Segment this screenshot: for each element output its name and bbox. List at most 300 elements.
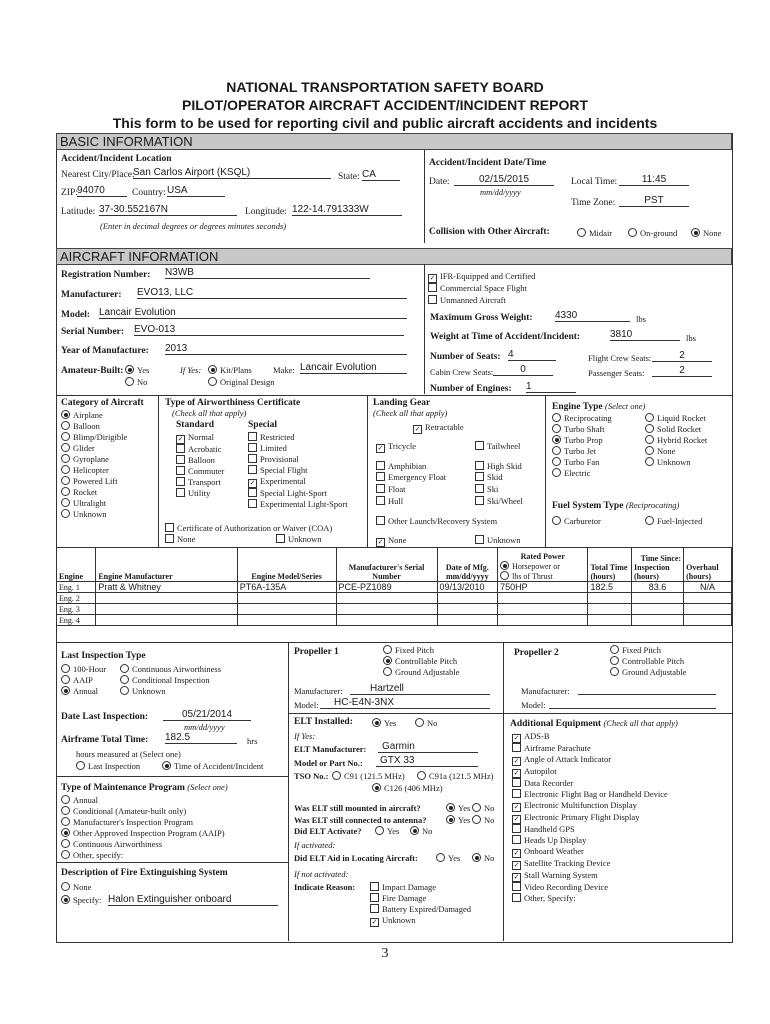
cabin-crew-field[interactable] [493, 364, 553, 376]
equip-weather[interactable]: ✓ Onboard Weather [513, 846, 584, 857]
engine-serial-cell[interactable]: PCE-PZ1089 [336, 582, 437, 593]
propeller-1-title: Propeller 1 [294, 647, 339, 657]
engine-model-cell[interactable] [237, 604, 336, 615]
std-acrobatic[interactable]: Acrobatic [176, 444, 224, 455]
hours-measured-note: hours measured at (Select one) [76, 749, 181, 759]
engine-mfr-cell[interactable] [96, 604, 237, 615]
insp-aaip[interactable]: AAIP [61, 675, 106, 686]
weight-value: 3810 [610, 329, 633, 340]
col-engine-mfr: Engine Manufacturer [96, 548, 237, 582]
insp-continuous[interactable]: Continuous Airworthiness [120, 664, 221, 675]
engine-power-cell[interactable]: 750HP [498, 582, 588, 593]
prop1-ground-adjustable[interactable]: Ground Adjustable [383, 667, 459, 678]
std-utility[interactable]: Utility [176, 488, 224, 499]
registration-value: N3WB [165, 267, 194, 278]
col-engine-model: Engine Model/Series [237, 548, 336, 582]
elt-model-label: Model or Part No.: [294, 758, 363, 768]
col-total-time: Total Time (hours) [588, 548, 632, 582]
insp-unknown[interactable]: Unknown [120, 686, 221, 697]
category-gyroplane[interactable]: Gyroplane [61, 454, 127, 465]
location-title: Accident/Incident Location [61, 154, 172, 164]
time-zone-label: Time Zone: [571, 198, 616, 208]
datetime-title: Accident/Incident Date/Time [429, 158, 547, 168]
gear-high-skid[interactable]: High Skid [475, 461, 522, 472]
engine-type-col1 [552, 413, 612, 479]
elt-installed-no[interactable]: No [415, 718, 437, 729]
engine-insp-cell[interactable] [632, 593, 684, 604]
amateur-yes-radio[interactable]: Yes [125, 365, 149, 376]
date-value: 02/15/2015 [478, 174, 530, 185]
year-field[interactable] [165, 343, 407, 355]
agency-title: NATIONAL TRANSPORTATION SAFETY BOARD [226, 79, 544, 95]
engine-power-cell[interactable] [498, 615, 588, 626]
latitude-value: 37-30.552167N [99, 204, 168, 215]
longitude-label: Longitude: [245, 207, 287, 217]
insp-100-hour[interactable]: 100-Hour [61, 664, 106, 675]
longitude-field[interactable] [292, 204, 402, 216]
engine-row-4 [57, 615, 732, 626]
col-date-mfg: Date of Mfg. mm/dd/yyyy [437, 548, 498, 582]
engines-field[interactable] [526, 381, 576, 393]
gear-tricycle[interactable]: ✓ Tricycle [377, 441, 417, 452]
gear-amphibian[interactable]: Amphibian [376, 461, 426, 472]
insp-annual[interactable]: Annual [61, 686, 106, 697]
equip-autopilot[interactable]: ✓ Autopilot [513, 766, 557, 777]
special-title: Special [248, 420, 278, 430]
maintenance-title: Type of Maintenance Program (Select one) [61, 782, 228, 793]
reason-unknown[interactable]: ✓ Unknown [371, 915, 416, 926]
airframe-time-units: hrs [247, 736, 258, 746]
engine-reciprocating[interactable]: Reciprocating [552, 413, 612, 424]
unmanned-checkbox[interactable]: Unmanned Aircraft [428, 295, 506, 306]
engine-date-cell[interactable]: 09/13/2010 [437, 582, 498, 593]
maint-continuous[interactable]: Continuous Airworthiness [61, 839, 225, 850]
gear-retractable[interactable]: ✓ Retractable [414, 422, 464, 433]
prop1-model-value: HC-E4N-3NX [334, 697, 395, 708]
engine-power-cell[interactable] [498, 604, 588, 615]
serial-field[interactable] [134, 324, 404, 336]
engine-none[interactable]: None [645, 446, 707, 457]
engine-label: Eng. 3 [57, 604, 96, 615]
model-label: Model: [61, 310, 91, 320]
engine-label: Eng. 2 [57, 593, 96, 604]
date-format: mm/dd/yyyy [480, 187, 521, 197]
prop1-mfr-field[interactable] [350, 683, 490, 695]
prop2-controllable[interactable]: Controllable Pitch [610, 656, 686, 667]
maint-manufacturer[interactable]: Manufacturer's Inspection Program [61, 817, 225, 828]
amateur-built-label: Amateur-Built: [61, 366, 124, 376]
ifyes-label: If Yes: [180, 365, 202, 375]
category-glider[interactable]: Glider [61, 443, 127, 454]
equip-efb[interactable]: Electronic Flight Bag or Handheld Device [512, 789, 668, 800]
elt-connected-label: Was ELT still connected to antenna? [294, 815, 427, 825]
category-blimp[interactable]: Blimp/Dirigible [61, 432, 127, 443]
form-subtitle: This form to be used for reporting civil and public aircraft accidents and incidents [112, 115, 658, 131]
std-commuter[interactable]: Commuter [176, 466, 224, 477]
city-label: Nearest City/Place: [61, 170, 135, 180]
engine-mfr-cell[interactable] [96, 593, 237, 604]
original-design-radio[interactable]: Original Design [208, 377, 275, 388]
elt-ifyes: If Yes: [294, 731, 316, 741]
state-field[interactable] [362, 169, 400, 181]
state-label: State: [338, 172, 360, 182]
gear-float[interactable]: Float [376, 484, 405, 495]
zip-value: 94070 [77, 185, 105, 196]
gear-tailwheel[interactable]: Tailwheel [475, 441, 520, 452]
engine-overhaul-cell[interactable] [684, 593, 732, 604]
gear-unknown[interactable]: Unknown [475, 535, 521, 546]
cabin-crew-label: Cabin Crew Seats: [430, 367, 494, 377]
fuel-injected[interactable]: Fuel-Injected [645, 516, 702, 527]
prop2-mfr-label: Manufacturer: [521, 686, 570, 696]
country-label: Country: [132, 188, 166, 198]
fire-specify-value: Halon Extinguisher onboard [108, 894, 232, 905]
category-title: Category of Aircraft [61, 398, 144, 408]
local-time-label: Local Time: [571, 177, 618, 187]
category-balloon[interactable]: Balloon [61, 421, 127, 432]
category-rocket[interactable]: Rocket [61, 487, 127, 498]
zip-field[interactable] [77, 185, 127, 197]
engine-serial-cell[interactable] [336, 615, 437, 626]
engine-overhaul-cell[interactable]: N/A [684, 582, 732, 593]
passenger-field[interactable] [652, 365, 712, 377]
engine-electric[interactable]: Electric [552, 468, 612, 479]
country-field[interactable] [167, 185, 225, 197]
engine-label: Eng. 4 [57, 615, 96, 626]
elt-aid-yes[interactable]: Yes [436, 853, 460, 864]
measured-last-inspection[interactable]: Last Inspection [76, 761, 140, 772]
cabin-crew-value: 0 [520, 364, 526, 375]
engine-mfr-cell[interactable]: Pratt & Whitney [96, 582, 237, 593]
equip-ads-b[interactable]: ✓ ADS-B [513, 731, 550, 742]
engine-model-cell[interactable] [237, 593, 336, 604]
maint-conditional[interactable]: Conditional (Amateur-built only) [61, 806, 225, 817]
year-value: 2013 [165, 343, 188, 354]
latitude-field[interactable] [99, 204, 237, 216]
collision-midair[interactable]: Midair [577, 228, 612, 239]
airframe-time-field[interactable] [165, 732, 237, 744]
date-last-inspection-value: 05/21/2014 [181, 709, 233, 720]
std-balloon[interactable]: Balloon [176, 455, 224, 466]
engine-insp-cell[interactable] [632, 615, 684, 626]
category-list [61, 410, 127, 520]
prop1-fixed[interactable]: Fixed Pitch [383, 645, 459, 656]
divider [288, 713, 732, 714]
reason-impact[interactable]: Impact Damage [370, 882, 471, 893]
flight-crew-value: 2 [679, 350, 685, 361]
make-field[interactable] [300, 362, 407, 374]
prop2-model-label: Model: [521, 700, 546, 710]
collision-none[interactable]: None [691, 228, 721, 239]
equip-other[interactable]: Other, Specify: [512, 893, 668, 904]
engine-insp-cell[interactable] [632, 604, 684, 615]
zip-label: ZIP: [61, 188, 78, 198]
airframe-time-label: Airframe Total Time: [61, 735, 149, 745]
gear-skid[interactable]: Skid [475, 472, 503, 483]
spec-special-flight[interactable]: Special Flight [248, 465, 348, 476]
airworthiness-sub: (Check all that apply) [172, 408, 247, 418]
category-powered-lift[interactable]: Powered Lift [61, 476, 127, 487]
registration-field[interactable] [165, 267, 370, 279]
engine-row-3 [57, 604, 732, 615]
divider [503, 642, 504, 941]
city-field[interactable] [133, 167, 331, 179]
divider [424, 150, 425, 243]
engine-hybrid-rocket[interactable]: Hybrid Rocket [645, 435, 707, 446]
engine-type-title: Engine Type (Select one) [552, 401, 646, 412]
standard-title: Standard [176, 420, 215, 430]
standard-list [176, 432, 224, 499]
elt-mounted-yes[interactable]: Yes [446, 803, 470, 814]
equip-aoa[interactable]: ✓ Angle of Attack Indicator [513, 754, 612, 765]
engine-label: Eng. 1 [57, 582, 96, 593]
elt-mounted-label: Was ELT still mounted in aircraft? [294, 803, 421, 813]
mgw-units: lbs [636, 314, 646, 324]
engine-total-cell[interactable] [588, 615, 632, 626]
engine-unknown[interactable]: Unknown [645, 457, 707, 468]
engine-serial-cell[interactable] [336, 604, 437, 615]
elt-mfr-value: Garmin [382, 741, 415, 752]
engine-insp-cell[interactable]: 83.6 [632, 582, 684, 593]
elt-tso-c126[interactable]: C126 (406 MHz) [372, 783, 443, 794]
local-time-field[interactable] [619, 174, 689, 186]
engine-turbo-fan[interactable]: Turbo Fan [552, 457, 612, 468]
std-normal[interactable]: ✓ Normal [177, 432, 214, 443]
reason-battery[interactable]: Battery Expired/Damaged [370, 904, 471, 915]
engine-turbo-prop[interactable]: Turbo Prop [552, 435, 612, 446]
equip-hud[interactable]: Heads Up Display [512, 835, 668, 846]
mgw-field[interactable] [555, 310, 630, 322]
gear-ski-wheel[interactable]: Ski/Wheel [475, 496, 523, 507]
elt-tso-label: TSO No.: [294, 771, 329, 781]
engine-total-cell[interactable] [588, 593, 632, 604]
gear-none[interactable]: ✓ None [377, 535, 407, 546]
spec-limited[interactable]: Limited [248, 443, 348, 454]
maint-other[interactable]: Other, specify: [61, 850, 225, 861]
local-time-value: 11:45 [641, 174, 667, 185]
engine-total-cell[interactable] [588, 604, 632, 615]
prop1-mfr-label: Manufacturer: [294, 686, 343, 696]
divider [56, 776, 288, 777]
flight-crew-field[interactable] [652, 350, 712, 362]
elt-aid-no[interactable]: No [472, 853, 494, 864]
state-value: CA [362, 169, 376, 180]
engine-date-cell[interactable] [437, 593, 498, 604]
prop1-controllable[interactable]: Controllable Pitch [383, 656, 459, 667]
spec-exp-light-sport[interactable]: Experimental Light-Sport [248, 499, 348, 510]
category-helicopter[interactable]: Helicopter [61, 465, 127, 476]
divider [56, 642, 732, 643]
passenger-value: 2 [679, 365, 685, 376]
elt-mounted-no[interactable]: No [472, 803, 494, 814]
gear-ski[interactable]: Ski [475, 484, 498, 495]
collision-label: Collision with Other Aircraft: [429, 227, 550, 237]
prop1-mfr-value: Hartzell [370, 683, 404, 694]
equip-mfd[interactable]: ✓ Electronic Multifunction Display [513, 800, 637, 811]
col-rated-power: Rated Power Horsepower or lbs of Thrust [498, 548, 588, 582]
engine-turbo-jet[interactable]: Turbo Jet [552, 446, 612, 457]
time-zone-value: PST [644, 195, 664, 206]
engine-power-cell[interactable] [498, 593, 588, 604]
make-label: Make: [273, 365, 295, 375]
spec-provisional[interactable]: Provisional [248, 454, 348, 465]
section-basic-information: BASIC INFORMATION [56, 133, 732, 150]
fire-title: Description of Fire Extinguishing System [61, 868, 228, 878]
country-value: USA [167, 185, 188, 196]
amateur-no-radio[interactable]: No [125, 377, 147, 388]
equip-data-recorder[interactable]: Data Recorder [512, 778, 668, 789]
elt-connected-yes[interactable]: Yes [446, 815, 470, 826]
gear-title: Landing Gear [373, 398, 431, 408]
engine-date-cell[interactable] [437, 604, 498, 615]
col-engine: Engine [57, 548, 96, 582]
ifr-checkbox[interactable]: ✓ IFR-Equipped and Certified [429, 271, 536, 282]
engine-table [56, 547, 732, 626]
fire-specify-field[interactable] [108, 894, 278, 906]
date-last-inspection-field[interactable] [163, 709, 251, 721]
equipment-title: Additional Equipment (Check all that apply) [510, 718, 678, 729]
maint-annual[interactable]: Annual [61, 795, 225, 806]
engine-liquid-rocket[interactable]: Liquid Rocket [645, 413, 707, 424]
maintenance-list [61, 795, 225, 861]
divider [424, 264, 425, 394]
manufacturer-field[interactable] [137, 287, 407, 299]
airworthiness-none[interactable]: None [165, 534, 195, 545]
engine-solid-rocket[interactable]: Solid Rocket [645, 424, 707, 435]
form-title: PILOT/OPERATOR AIRCRAFT ACCIDENT/INCIDENT REPORT [182, 97, 588, 113]
mgw-label: Maximum Gross Weight: [430, 313, 533, 323]
fire-specify[interactable]: Specify: [61, 895, 101, 906]
engine-mfr-cell[interactable] [96, 615, 237, 626]
divider [56, 862, 288, 863]
reason-fire[interactable]: Fire Damage [370, 893, 471, 904]
model-field[interactable] [99, 307, 407, 319]
prop2-fixed[interactable]: Fixed Pitch [610, 645, 686, 656]
propeller-2-title: Propeller 2 [514, 648, 559, 658]
gear-sub: (Check all that apply) [373, 408, 448, 418]
elt-mfr-field[interactable] [378, 741, 478, 753]
engine-overhaul-cell[interactable] [684, 604, 732, 615]
elt-tso-c91a[interactable]: C91a (121.5 MHz) [417, 771, 493, 782]
date-last-inspection-label: Date Last Inspection: [61, 712, 149, 722]
category-ultralight[interactable]: Ultralight [61, 498, 127, 509]
weight-units: lbs [686, 333, 696, 343]
inspection-col1 [61, 664, 106, 697]
seats-field[interactable] [508, 349, 556, 361]
time-zone-field[interactable] [619, 195, 689, 207]
engine-row-1 [57, 582, 732, 593]
coa-checkbox[interactable]: Certificate of Authorization or Waiver (COA) [165, 523, 332, 534]
spec-experimental[interactable]: ✓ Experimental [249, 476, 306, 487]
elt-ifactivated: If activated: [294, 840, 336, 850]
elt-reasons [370, 882, 471, 927]
col-inspection: Time Since: Inspection (hours) [632, 548, 684, 582]
date-field[interactable] [454, 174, 554, 186]
category-unknown[interactable]: Unknown [61, 509, 127, 520]
section-aircraft-information: AIRCRAFT INFORMATION [56, 248, 732, 265]
longitude-value: 122-14.791333W [292, 204, 369, 215]
latitude-label: Latitude: [61, 207, 96, 217]
equip-parachute[interactable]: Airframe Parachute [512, 743, 668, 754]
engine-date-cell[interactable] [437, 615, 498, 626]
weight-field[interactable] [610, 329, 680, 341]
elt-tso-c91[interactable]: C91 (121.5 MHz) [332, 771, 405, 782]
std-transport[interactable]: Transport [176, 477, 224, 488]
col-serial: Manufacturer's Serial Number [336, 548, 437, 582]
seats-label: Number of Seats: [430, 352, 501, 362]
serial-value: EVO-013 [134, 324, 176, 335]
airworthiness-unknown[interactable]: Unknown [276, 534, 322, 545]
make-value: Lancair Evolution [300, 362, 377, 373]
divider [367, 395, 368, 547]
prop2-mfr-field[interactable] [578, 683, 716, 695]
manufacturer-value: EVO13, LLC [137, 287, 194, 298]
engine-row-2 [57, 593, 732, 604]
engine-overhaul-cell[interactable] [684, 615, 732, 626]
gear-launch-system[interactable]: Other Launch/Recovery System [376, 516, 497, 527]
elt-aid-label: Did ELT Aid in Locating Aircraft: [294, 853, 418, 863]
kit-plans-radio[interactable]: Kit/Plans [208, 365, 252, 376]
maint-aaip[interactable]: Other Approved Inspection Program (AAIP) [61, 828, 225, 839]
gear-hull[interactable]: Hull [376, 496, 403, 507]
elt-model-field[interactable] [376, 755, 478, 767]
measured-time-of-accident[interactable]: Time of Accident/Incident [162, 761, 263, 772]
flight-crew-label: Flight Crew Seats: [588, 353, 652, 363]
insp-conditional[interactable]: Conditional Inspection [120, 675, 221, 686]
category-airplane[interactable]: Airplane [61, 410, 127, 421]
elt-ifnot: If not activated: [294, 869, 349, 879]
equip-handheld-gps[interactable]: Handheld GPS [512, 824, 668, 835]
prop2-model-field[interactable] [549, 697, 716, 709]
engine-turbo-shaft[interactable]: Turbo Shaft [552, 424, 612, 435]
fire-none[interactable]: None [61, 882, 91, 893]
collision-on-ground[interactable]: On-ground [628, 228, 677, 239]
elt-connected-no[interactable]: No [472, 815, 494, 826]
divider [158, 395, 159, 547]
elt-reason-label: Indicate Reason: [294, 882, 356, 892]
engine-total-cell[interactable]: 182.5 [588, 582, 632, 593]
col-overhaul: Overhaul (hours) [684, 548, 732, 582]
gear-emergency-float[interactable]: Emergency Float [376, 472, 446, 483]
equip-satellite[interactable]: ✓ Satellite Tracking Device [513, 858, 611, 869]
registration-label: Registration Number: [61, 270, 151, 280]
elt-activate-yes[interactable]: Yes [375, 826, 399, 837]
spec-light-sport[interactable]: Special Light-Sport [248, 488, 348, 499]
spec-restricted[interactable]: Restricted [248, 432, 348, 443]
engine-model-cell[interactable]: PT6A-135A [237, 582, 336, 593]
space-flight-checkbox[interactable]: Commercial Space Flight [428, 283, 527, 294]
engine-serial-cell[interactable] [336, 593, 437, 604]
prop1-model-label: Model: [294, 700, 319, 710]
elt-activate-no[interactable]: No [410, 826, 432, 837]
elt-model-value: GTX 33 [380, 755, 415, 766]
equip-pfd[interactable]: ✓ Electronic Primary Flight Display [513, 812, 640, 823]
elt-installed-label: ELT Installed: [294, 717, 353, 727]
divider [288, 642, 289, 941]
equip-video[interactable]: Video Recording Device [512, 882, 668, 893]
engine-model-cell[interactable] [237, 615, 336, 626]
mgw-value: 4330 [555, 310, 578, 321]
airframe-time-value: 182.5 [165, 732, 191, 743]
prop1-model-field[interactable] [320, 697, 490, 709]
inspection-date-format: mm/dd/yyyy [184, 722, 225, 732]
equip-stall-warning[interactable]: ✓ Stall Warning System [513, 870, 598, 881]
elt-installed-yes[interactable]: Yes [372, 718, 396, 729]
prop2-ground-adjustable[interactable]: Ground Adjustable [610, 667, 686, 678]
seats-value: 4 [508, 349, 514, 360]
fuel-carburetor[interactable]: Carburetor [552, 516, 601, 527]
weight-label: Weight at Time of Accident/Incident: [430, 332, 581, 342]
